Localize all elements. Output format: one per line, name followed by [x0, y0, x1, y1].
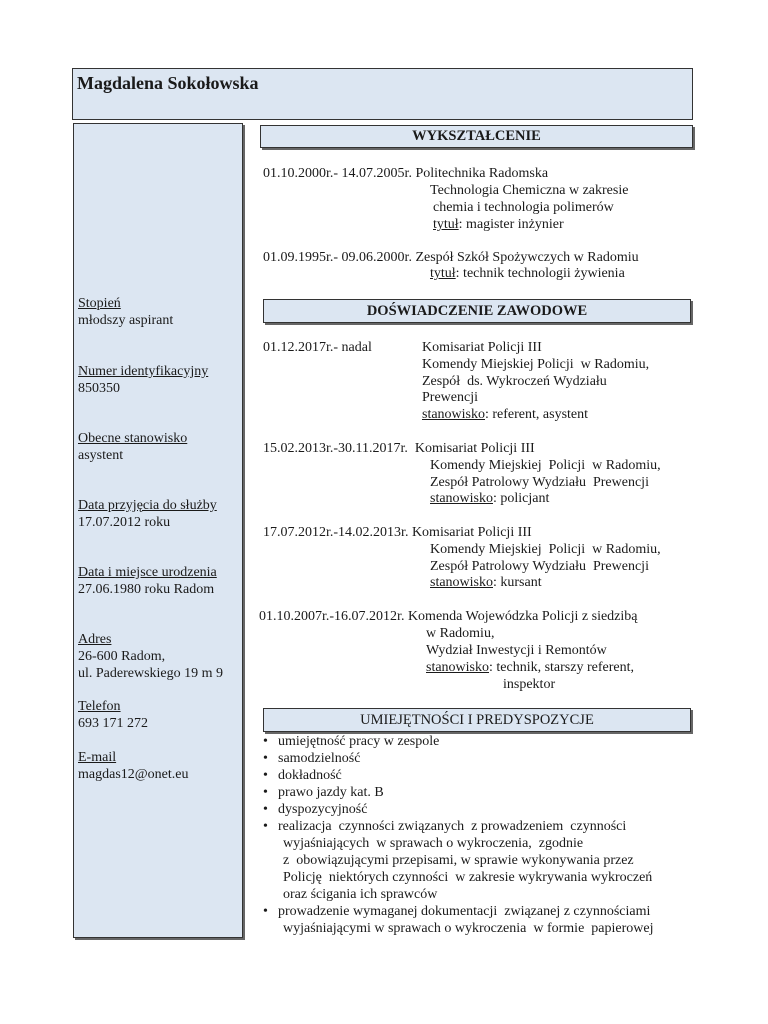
job-2-position	[430, 490, 549, 507]
position-value: : referent, asystent	[485, 407, 589, 422]
position-value: : technik, starszy referent,	[489, 660, 634, 675]
name-header	[72, 68, 693, 120]
address-line-2: ul. Paderewskiego 19 m 9	[78, 666, 224, 681]
bullet: •	[263, 751, 268, 766]
bullet: •	[263, 785, 268, 800]
hire-block	[78, 497, 217, 531]
id-block	[78, 363, 208, 397]
title-label: tytuł	[430, 266, 456, 281]
skill-text: dokładność	[278, 768, 342, 783]
email-label: E-mail	[78, 750, 117, 765]
job-3-position	[430, 574, 542, 591]
bullet: •	[263, 768, 268, 783]
bullet: •	[263, 819, 268, 834]
phone-value: 693 171 272	[78, 716, 148, 731]
experience-header: DOŚWIADCZENIE ZAWODOWE	[263, 299, 691, 323]
position-value: : kursant	[493, 575, 542, 590]
job-3-line-2: Komendy Miejskiej Policji w Radomiu,	[430, 542, 661, 557]
hire-label: Data przyjęcia do służby	[78, 498, 217, 513]
birth-value: 27.06.1980 roku Radom	[78, 582, 215, 597]
job-3-line-1: 17.07.2012r.-14.02.2013r. Komisariat Policji III	[263, 525, 532, 540]
job-4-line-5: inspektor	[503, 677, 556, 692]
phone-label: Telefon	[78, 699, 121, 714]
skill-continuation: wyjaśniających w sprawach o wykroczenia, zgodnie	[283, 836, 584, 851]
position-label: stanowisko	[430, 575, 493, 590]
education-header: WYKSZTAŁCENIE	[260, 125, 693, 148]
skill-item	[263, 750, 703, 767]
job-1-dates: 01.12.2017r.- nadal	[263, 340, 372, 355]
edu-1-line-3: chemia i technologia polimerów	[433, 200, 614, 215]
birth-block	[78, 564, 217, 598]
skill-continuation: Policję niektórych czynności w zakresie wykrywania wykroczeń	[283, 870, 653, 885]
skill-text: prawo jazdy kat. B	[278, 785, 384, 800]
position-block	[78, 430, 187, 464]
job-2-line-2: Komendy Miejskiej Policji w Radomiu,	[430, 458, 661, 473]
position-label: Obecne stanowisko	[78, 431, 188, 446]
skill-text: dyspozycyjność	[278, 802, 368, 817]
skill-item	[263, 903, 703, 920]
address-label: Adres	[78, 632, 112, 647]
job-4-line-3: Wydział Inwestycji i Remontów	[426, 643, 607, 658]
title-label: tytuł	[433, 217, 459, 232]
job-4-line-2: w Radomiu,	[426, 626, 495, 641]
job-1-line-2: Komendy Miejskiej Policji w Radomiu,	[422, 357, 650, 372]
skill-continuation: z obowiązującymi przepisami, w sprawie wykonywania przez	[283, 853, 634, 868]
job-2-line-3: Zespół Patrolowy Wydziału Prewencji	[430, 475, 649, 490]
skill-text: realizacja czynności związanych z prowadzeniem czynności	[278, 819, 627, 834]
title-value: : technik technologii żywienia	[455, 266, 625, 281]
rank-block	[78, 295, 173, 329]
rank-label: Stopień	[78, 296, 121, 311]
job-4-line-1: 01.10.2007r.-16.07.2012r. Komenda Wojewódzka Policji z siedzibą	[259, 609, 638, 624]
edu-1-title	[433, 216, 564, 233]
position-label: stanowisko	[426, 660, 489, 675]
email-value: magdas12@onet.eu	[78, 767, 189, 782]
skill-continuation: wyjaśniającymi w sprawach o wykroczenia w formie papierowej	[283, 921, 654, 936]
address-block	[78, 631, 223, 682]
job-1-line-3: Zespół ds. Wykroczeń Wydziału	[422, 374, 607, 389]
bullet: •	[263, 904, 268, 919]
skill-item	[263, 784, 703, 801]
skill-item	[263, 733, 703, 750]
bullet: •	[263, 734, 268, 749]
phone-block	[78, 698, 148, 732]
position-label: stanowisko	[430, 491, 493, 506]
edu-2-title	[430, 265, 625, 282]
job-1-line-1: Komisariat Policji III	[422, 340, 542, 355]
skill-continuation: oraz ścigania ich sprawców	[283, 887, 438, 902]
birth-label: Data i miejsce urodzenia	[78, 565, 217, 580]
id-value: 850350	[78, 381, 120, 396]
edu-2-line-1: 01.09.1995r.- 09.06.2000r. Zespół Szkół Spożywczych w Radomiu	[263, 250, 639, 265]
job-2-line-1: 15.02.2013r.-30.11.2017r. Komisariat Policji III	[263, 441, 535, 456]
job-3-line-3: Zespół Patrolowy Wydziału Prewencji	[430, 559, 649, 574]
email-block	[78, 749, 188, 783]
person-name: Magdalena Sokołowska	[77, 73, 259, 93]
job-4-position	[426, 659, 634, 676]
skills-list	[263, 733, 703, 937]
job-1-line-4: Prewencji	[422, 390, 478, 405]
id-label: Numer identyfikacyjny	[78, 364, 209, 379]
position-value: : policjant	[493, 491, 550, 506]
skill-text: umiejętność pracy w zespole	[278, 734, 440, 749]
address-line-1: 26-600 Radom,	[78, 649, 166, 664]
skill-text: prowadzenie wymaganej dokumentacji związanej z czynnościami	[278, 904, 651, 919]
skill-text: samodzielność	[278, 751, 361, 766]
hire-value: 17.07.2012 roku	[78, 515, 171, 530]
skills-header: UMIEJĘTNOŚCI I PREDYSPOZYCJE	[263, 708, 691, 732]
edu-1-line-1: 01.10.2000r.- 14.07.2005r. Politechnika Radomska	[263, 166, 549, 181]
skill-item	[263, 767, 703, 784]
job-1-position	[422, 406, 588, 423]
edu-1-line-2: Technologia Chemiczna w zakresie	[430, 183, 629, 198]
position-value: asystent	[78, 448, 124, 463]
rank-value: młodszy aspirant	[78, 313, 174, 328]
position-label: stanowisko	[422, 407, 485, 422]
skill-item	[263, 818, 703, 835]
bullet: •	[263, 802, 268, 817]
title-value: : magister inżynier	[458, 217, 564, 232]
skill-item	[263, 801, 703, 818]
